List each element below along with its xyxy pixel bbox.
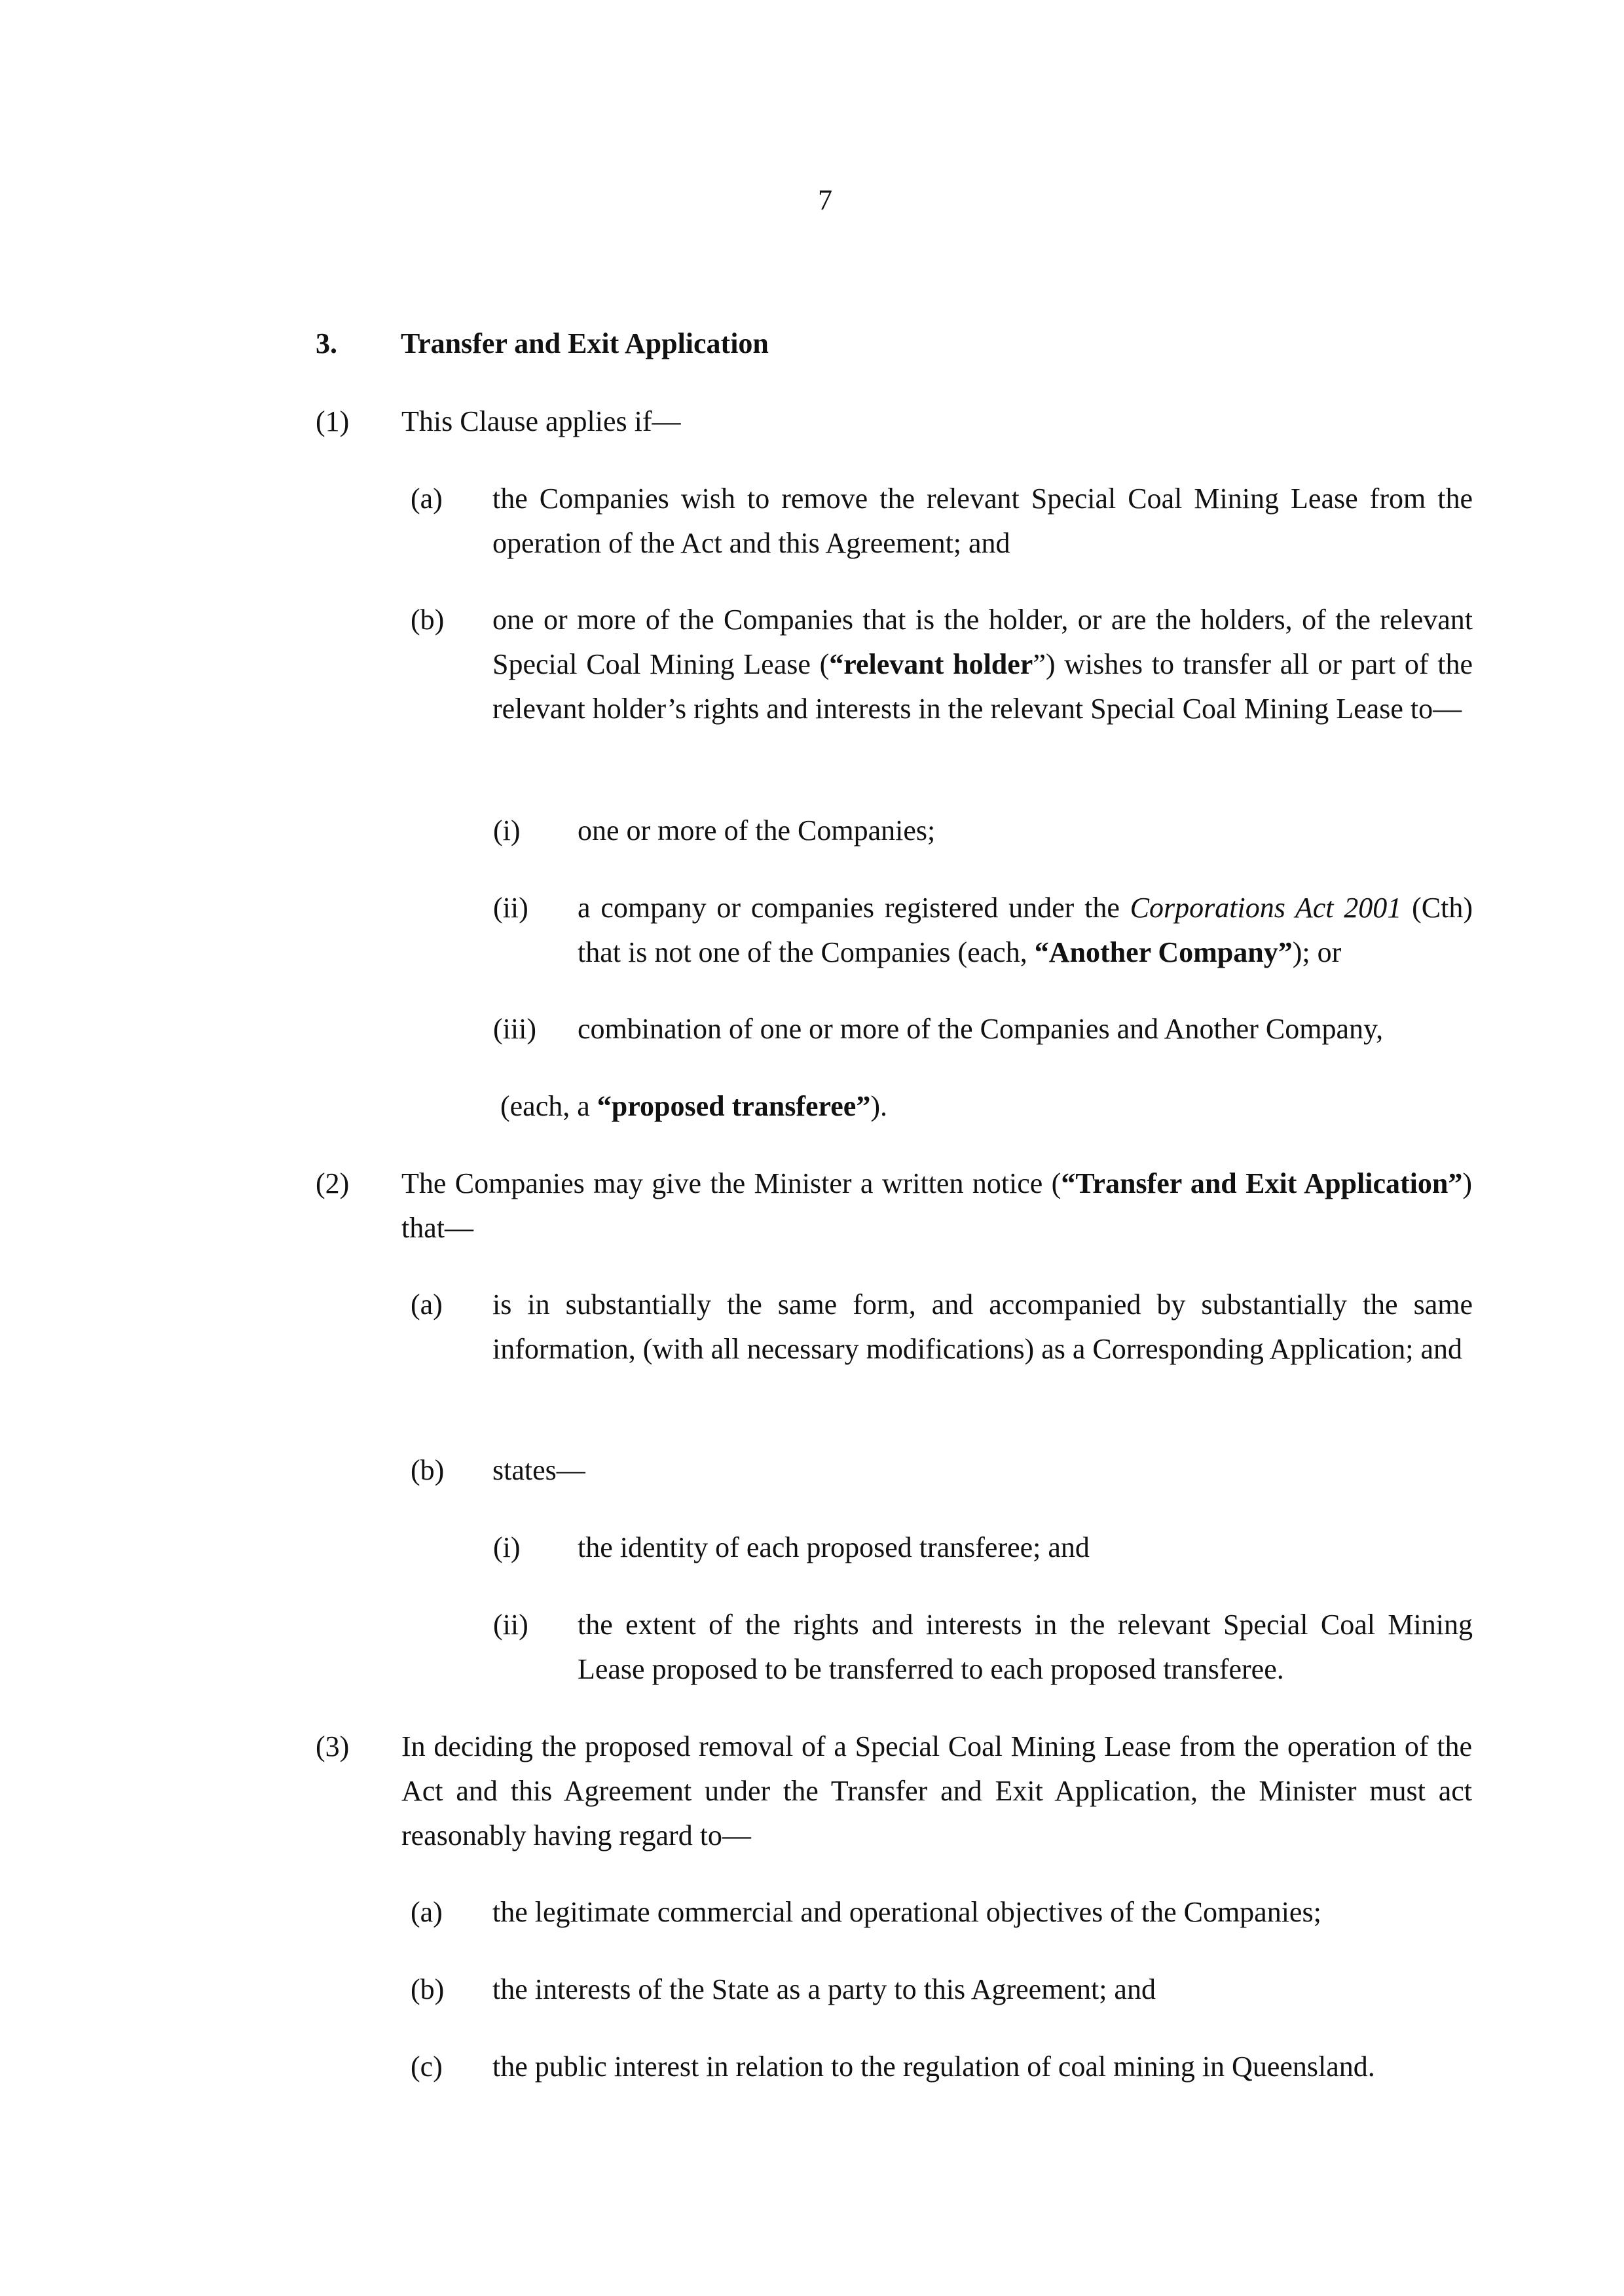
subclause-3-marker: (3) [316,1730,350,1762]
para-3a-marker: (a) [411,1896,443,1928]
para-1b-marker: (b) [411,604,445,636]
para-3b-text: the interests of the State as a party to this Agreement; and [492,1973,1156,2005]
subclause-2-text-2: ) that— [401,1167,1472,1244]
para-2a-marker: (a) [411,1288,443,1321]
subpara-1b-ii-text-1: a company or companies registered under the [578,892,1130,924]
subclause-1-text: This Clause applies if— [401,405,681,437]
para-3b-marker: (b) [411,1973,445,2005]
subpara-2b-i-text: the identity of each proposed transferee; and [578,1531,1090,1563]
subpara-1b-ii-text-2: (Cth) that is not one of the Companies (each, [578,892,1473,968]
subpara-1b-i-text: one or more of the Companies; [578,814,936,847]
subclause-2-marker: (2) [316,1167,350,1199]
act-title-italic: Corporations Act 2001 [1130,892,1402,924]
para-1b-text [492,598,1473,731]
clause-title: Transfer and Exit Application [401,327,769,359]
defined-term-relevant-holder: “relevant holder [829,648,1033,680]
para-2a-text: is in substantially the same form, and accompanied by substantially the same information, (with all necessary modifications) as a Corresponding Application; and [492,1288,1473,1365]
para-3c-text: the public interest in relation to the regulation of coal mining in Queensland. [492,2050,1375,2083]
para-2b-text: states— [492,1454,585,1486]
para-1a-marker: (a) [411,483,443,515]
subclause-2-text-1: The Companies may give the Minister a written notice ( [401,1167,1061,1199]
clause-number: 3. [316,327,337,359]
subpara-1b-ii-text-3: ); or [1292,936,1342,968]
subclause-2-text [401,1161,1472,1250]
subpara-2b-i-marker: (i) [493,1531,521,1563]
subpara-1b-i-marker: (i) [493,814,521,847]
para-1b-text-2: ”) wishes to transfer all or part of the relevant holder’s rights and interests in the relevant Special Coal Mining Lease to— [492,648,1473,725]
subpara-1b-iii-text: combination of one or more of the Companies and Another Company, [578,1013,1384,1045]
subpara-1b-ii-marker: (ii) [493,892,528,924]
closing-text-1: (each, a [500,1090,597,1122]
subpara-1b-iii-marker: (iii) [493,1013,536,1045]
closing-text-2: ). [870,1090,887,1122]
para-3c-marker: (c) [411,2050,443,2083]
para-1a-text: the Companies wish to remove the relevant Special Coal Mining Lease from the operation of the Act and this Agreement; and [492,483,1473,559]
subpara-1b-ii-text [578,886,1473,975]
defined-term-another-company: “Another Company” [1034,936,1293,968]
proposed-transferee-definition [500,1084,887,1129]
defined-term-transfer-exit-application: “Transfer and Exit Application” [1061,1167,1463,1199]
subclause-3-text: In deciding the proposed removal of a Special Coal Mining Lease from the operation of the Act and this Agreement under the Transfer and Exit Application, the Minister must act reasonably having regard to— [401,1730,1472,1851]
para-1b-text-1: one or more of the Companies that is the holder, or are the holders, of the relevant Special Coal Mining Lease ( [492,604,1473,680]
subclause-1-marker: (1) [316,405,350,437]
defined-term-proposed-transferee: “proposed transferee” [597,1090,871,1122]
para-2b-marker: (b) [411,1454,445,1486]
subpara-2b-ii-text: the extent of the rights and interests in the relevant Special Coal Mining Lease proposed to be transferred to each proposed transferee. [578,1609,1473,1685]
para-3a-text: the legitimate commercial and operational objectives of the Companies; [492,1896,1321,1928]
page-number: 7 [818,184,832,216]
subpara-2b-ii-marker: (ii) [493,1609,528,1641]
